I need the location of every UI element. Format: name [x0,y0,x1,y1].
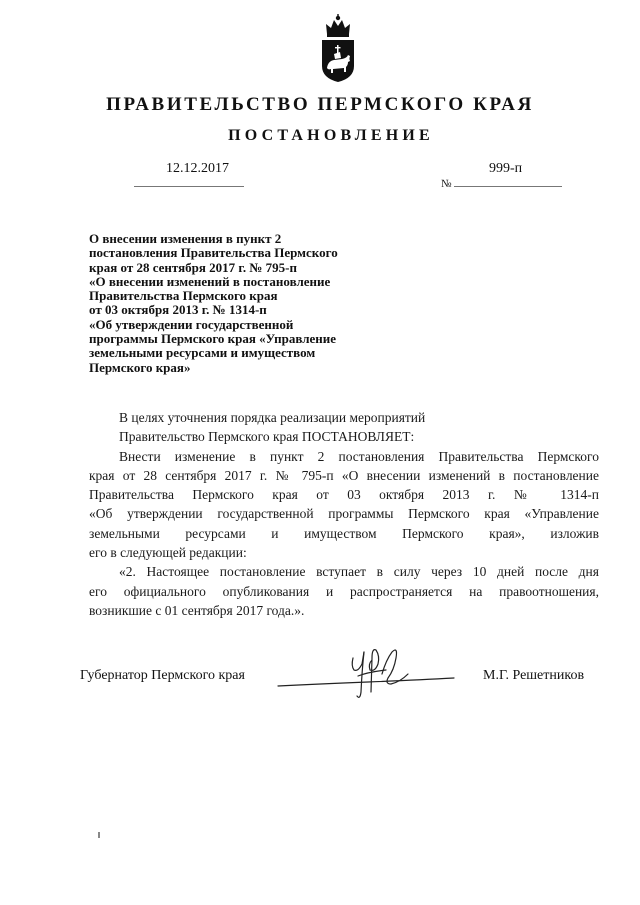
subject-line: от 03 октября 2013 г. № 1314-п [89,302,267,318]
signatory-name: М.Г. Решетников [483,668,585,683]
body-line: Правительства Пермского края от 03 октября 2013 г. № 1314-п [89,487,599,503]
body-line: края от 28 сентября 2017 г. № 795-п «О внесении изменений в постановление [89,467,599,483]
subject-line: «Об утверждении государственной [89,316,294,332]
coat-of-arms-icon [318,12,358,84]
subject-line: программы Пермского края «Управление [89,331,337,347]
subject-line: земельными ресурсами и имуществом [89,345,316,361]
body-line: «Об утверждении государственной программы Пермского края «Управление [89,506,599,522]
body-line: возникшие с 01 сентября 2017 года.». [89,602,305,618]
date-underline [134,186,244,187]
number-sign: № [441,178,452,190]
subject-line: Правительства Пермского края [89,288,278,304]
body-line: «2. Настоящее постановление вступает в силу через 10 дней после дня [119,564,599,580]
subject-line: Пермского края» [89,359,191,375]
handwritten-signature [258,630,468,710]
body-line: В целях уточнения порядка реализации мероприятий [119,410,426,425]
document-number: 999-п [489,161,523,176]
body-line: его в следующей редакции: [89,545,247,561]
number-underline [454,186,562,187]
document-date: 12.12.2017 [166,161,229,176]
government-title: ПРАВИТЕЛЬСТВО ПЕРМСКОГО КРАЯ [106,94,534,115]
body-line: земельными ресурсами и имуществом Пермского края», изложив [89,525,599,541]
document-subject [89,231,338,375]
body-line: Правительство Пермского края ПОСТАНОВЛЯЕТ: [119,429,415,445]
body-line: Внести изменение в пункт 2 постановления Правительства Пермского [119,448,599,464]
subject-line: постановления Правительства Пермского [89,245,338,261]
subject-line: края от 28 сентября 2017 г. № 795-п [89,259,297,275]
body-line: его официального опубликования и распространяется на правоотношения, [89,583,599,599]
subject-line: «О внесении изменений в постановление [89,273,331,289]
document-type: ПОСТАНОВЛЕНИЕ [228,127,434,144]
document-body [89,408,599,620]
signatory-position: Губернатор Пермского края [80,668,245,683]
scan-mark [98,832,100,838]
subject-line: О внесении изменения в пункт 2 [89,231,282,246]
